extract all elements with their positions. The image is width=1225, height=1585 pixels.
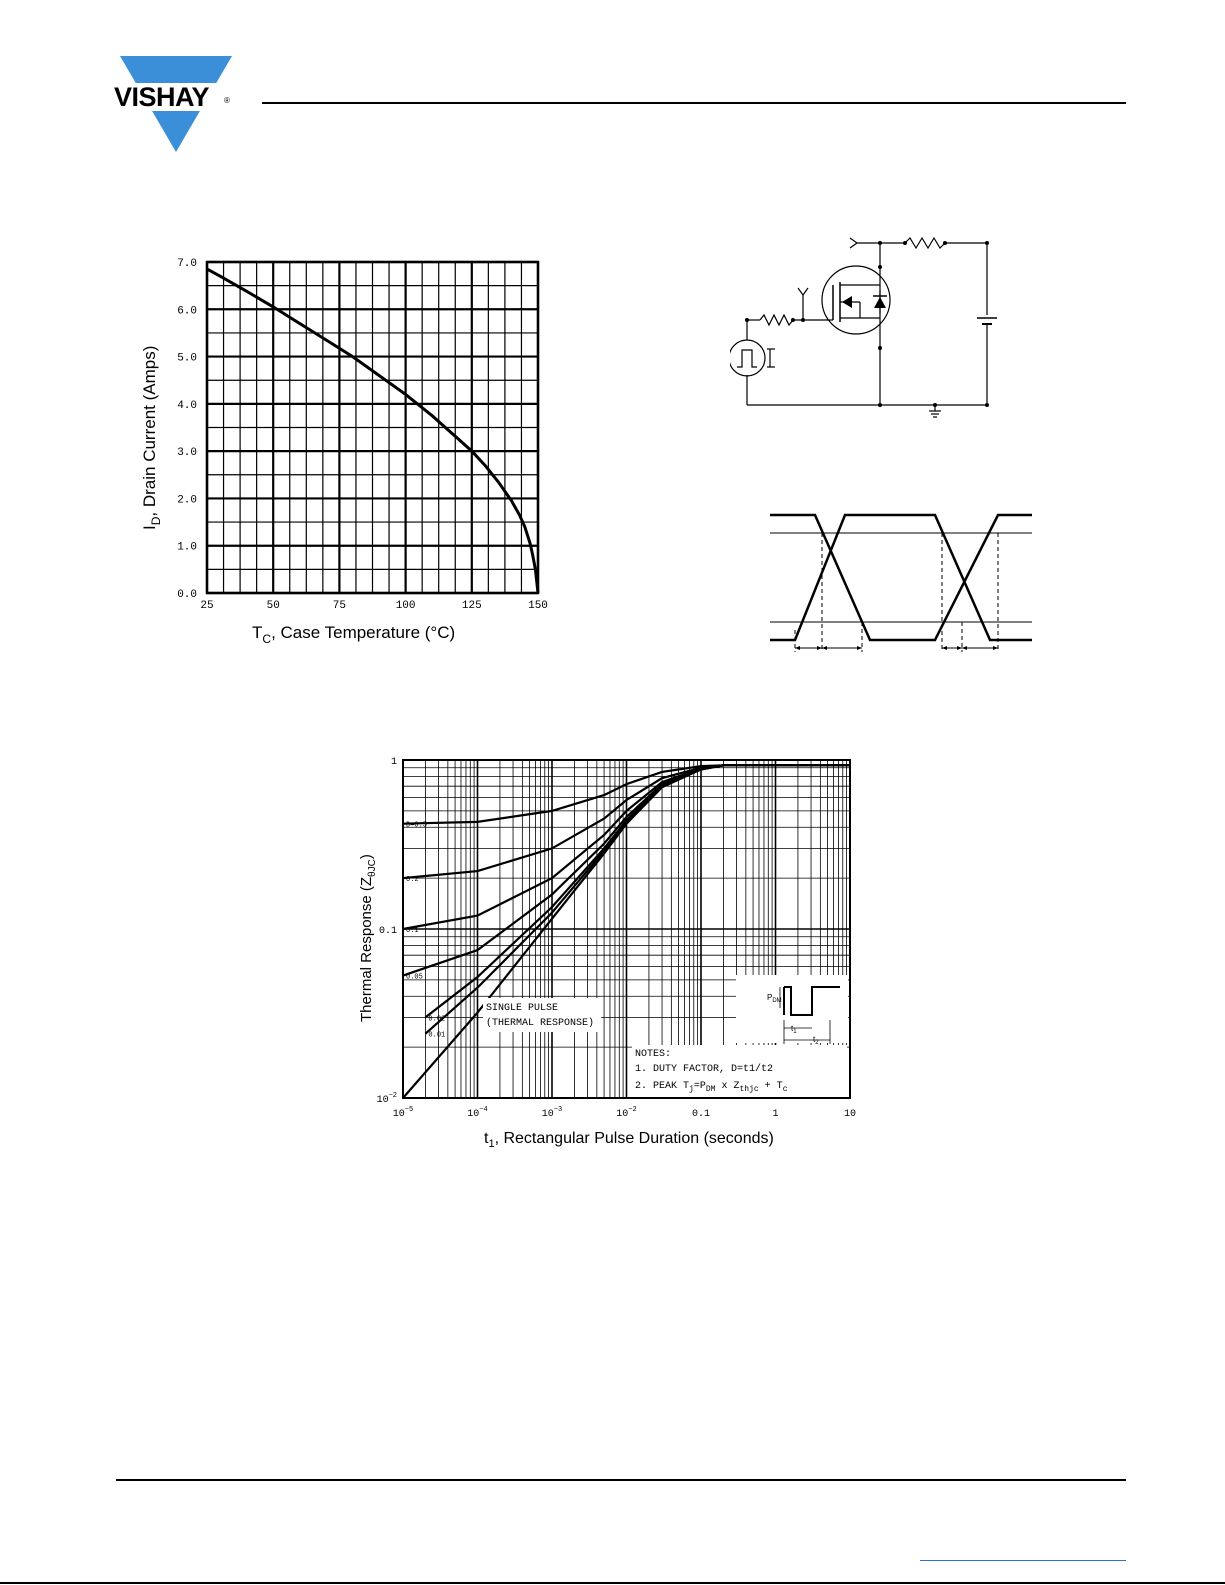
chart1-y-tick-label: 6.0 [177, 305, 197, 318]
vishay-logo [112, 52, 237, 154]
chart2-x-tick-label: $10^{-5}$ [392, 1106, 414, 1120]
chart2-y-tick-label: 0.1 [378, 926, 397, 937]
chart2-curve-label: 0.01 [428, 1031, 446, 1040]
notes-line1: 1. DUTY FACTOR, D=t1/t2 [635, 1064, 774, 1075]
thermal-response-chart [350, 750, 880, 1160]
chart2-y-axis-label: Thermal Response $(Z_{\theta JC})$ [358, 854, 378, 1022]
waveform-input [770, 515, 1032, 640]
chart1-y-tick-label: 7.0 [177, 258, 197, 270]
chart2-curve-label: 0.05 [406, 973, 423, 982]
chart2-x-axis-label: $t_1$, Rectangular Pulse Duration (seconds) [484, 1130, 774, 1150]
chart1-y-tick-label: 3.0 [177, 447, 197, 460]
pdm-label: $P_{DM}$ [767, 993, 782, 1004]
single-pulse-sublabel: (THERMAL RESPONSE) [486, 1018, 595, 1029]
chart2-curve-label: 0.1 [406, 927, 419, 935]
chart2-x-ticks [393, 1106, 856, 1120]
notes-title: NOTES: [635, 1049, 672, 1060]
t2-label: $t_2$ [813, 1035, 819, 1046]
chart2-curve-label: 0.2 [406, 876, 419, 885]
pulse-symbol [737, 350, 757, 367]
t1-label: $t_1$ [791, 1024, 797, 1035]
chart1-x-tick-label: 150 [528, 600, 548, 612]
single-pulse-label: SINGLE PULSE [486, 1003, 559, 1014]
logo-text: VISHAY [114, 82, 210, 112]
chart2-y-ticks [377, 757, 397, 1106]
test-circuit-diagram [730, 230, 1010, 430]
chart1-y-tick-label: 0.0 [177, 589, 197, 601]
gate-probe-arrow [798, 288, 808, 295]
registered-mark: ® [224, 96, 230, 105]
chart1-y-tick-label: 4.0 [177, 399, 197, 412]
chart1-y-ticks [177, 258, 197, 601]
header-rule [262, 102, 1126, 104]
chart2-x-tick-label: $10^{-2}$ [616, 1106, 637, 1120]
chart1-y-tick-label: 5.0 [177, 352, 197, 365]
chart2-curve-label: D=0.5 [406, 821, 428, 830]
page-bottom-rule [0, 1582, 1225, 1584]
load-resistor [905, 238, 945, 248]
chart1-x-tick-label: 75 [332, 600, 347, 612]
chart1-x-tick-label: 100 [395, 600, 416, 612]
chart1-x-tick-label: 125 [461, 600, 482, 612]
chart1-y-axis-label: $I_D$, Drain Current (Amps) [140, 345, 163, 530]
drain-terminal-arrow [850, 238, 857, 248]
chart1-x-tick-label: 50 [266, 600, 280, 612]
switching-waveform-diagram [770, 500, 1035, 665]
gate-resistor [760, 315, 793, 325]
footer-rule [116, 1479, 1126, 1481]
notes-line2: 2. PEAK $T_j=P_{DM}$ x $Z_{thjc} + T_c$ [635, 1081, 788, 1094]
chart1-x-axis-label: $T_C$, Case Temperature (°C) [252, 623, 456, 646]
body-diode [874, 297, 886, 308]
chart2-x-tick-label: 10 [843, 1109, 857, 1120]
chart2-x-tick-label: $10^{-3}$ [541, 1106, 563, 1120]
chart1-y-tick-label: 1.0 [177, 541, 197, 554]
chart2-y-tick-label: 1 [390, 757, 397, 768]
chart1-y-tick-label: 2.0 [177, 494, 197, 507]
chart2-curve-label: 0.02 [428, 1015, 446, 1024]
chart2-x-tick-label: $10^{-4}$ [467, 1106, 488, 1120]
drain-current-chart [130, 245, 560, 655]
chart1-x-ticks [200, 600, 548, 612]
pulse-generator [730, 340, 765, 376]
mosfet-body-arrow [842, 296, 852, 308]
waveform-output [770, 515, 1032, 640]
chart2-x-tick-label: 0.1 [691, 1109, 711, 1120]
footer-link-underline [920, 1560, 1126, 1561]
chart1-x-tick-label: 25 [200, 600, 214, 612]
chart2-x-tick-label: 1 [772, 1109, 779, 1120]
chart2-y-tick-label: $10^{-2}$ [376, 1092, 397, 1106]
chart1-grid [207, 262, 538, 593]
